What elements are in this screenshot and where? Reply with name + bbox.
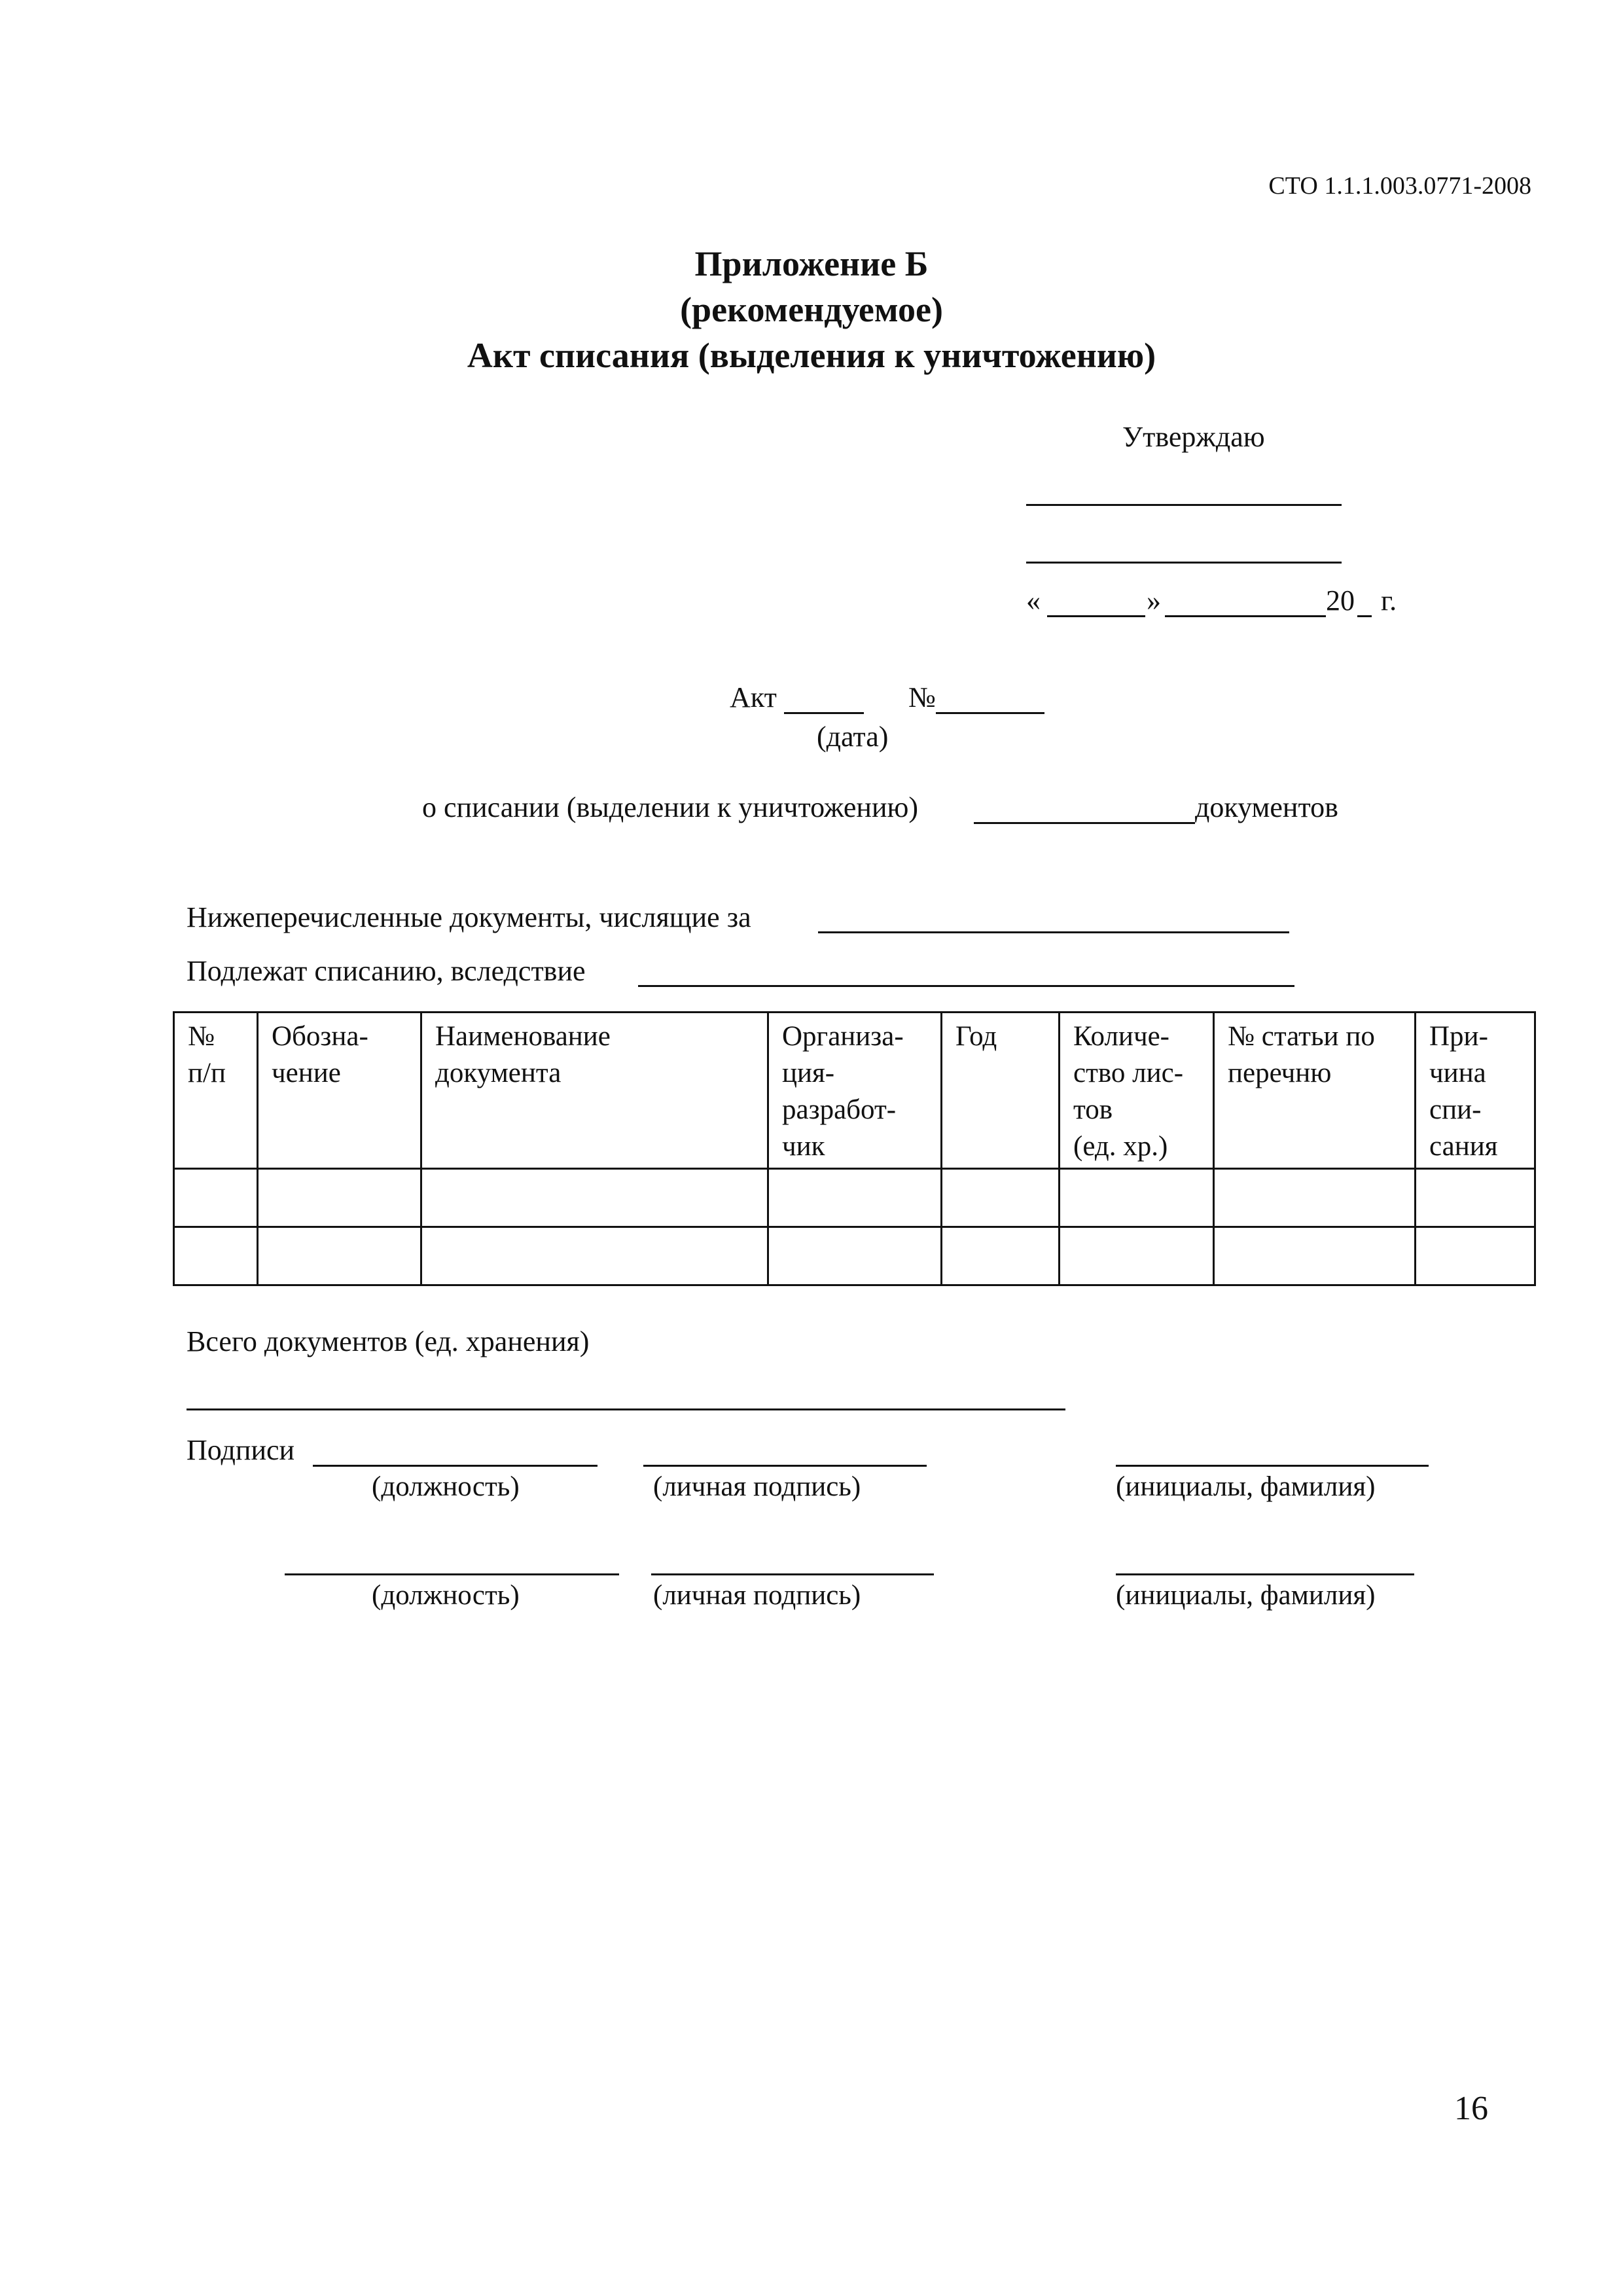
act-date-line[interactable] bbox=[784, 712, 864, 714]
approval-date-open-quote: « bbox=[1026, 584, 1041, 617]
table-cell-col-reason[interactable] bbox=[1416, 1227, 1535, 1285]
appendix-status: (рекомендуемое) bbox=[680, 290, 943, 329]
approval-year-suffix: г. bbox=[1381, 584, 1397, 617]
table-cell-col-reason[interactable] bbox=[1416, 1169, 1535, 1227]
table-header-row bbox=[174, 1013, 1535, 1169]
table-cell-col-number[interactable] bbox=[174, 1227, 258, 1285]
approver-signature-line[interactable] bbox=[1026, 562, 1342, 564]
table-cell-col-article[interactable] bbox=[1214, 1227, 1416, 1285]
write-off-reason-label: Подлежат списанию, вследствие bbox=[187, 955, 586, 987]
page-number: 16 bbox=[1454, 2090, 1488, 2127]
appendix-title: Приложение Б bbox=[694, 244, 929, 283]
signer2-position-line[interactable] bbox=[285, 1573, 619, 1575]
table-header-col-doc-name: Наименование документа bbox=[421, 1013, 768, 1169]
act-subject-suffix: документов bbox=[1195, 791, 1338, 823]
signer1-name-line[interactable] bbox=[1116, 1465, 1429, 1467]
signer1-position-caption: (должность) bbox=[372, 1471, 520, 1502]
signatures-label: Подписи bbox=[187, 1434, 295, 1466]
table-cell-col-doc-name[interactable] bbox=[421, 1169, 768, 1227]
signer1-name-caption: (инициалы, фамилия) bbox=[1116, 1471, 1376, 1502]
act-date-caption: (дата) bbox=[817, 721, 889, 753]
act-number-sign: № bbox=[908, 681, 936, 713]
table-header-col-developer: Организа- ция- разработ- чик bbox=[768, 1013, 942, 1169]
table-cell-col-designation[interactable] bbox=[258, 1227, 421, 1285]
signer1-signature-line[interactable] bbox=[643, 1465, 927, 1467]
table-cell-col-sheet-count[interactable] bbox=[1060, 1169, 1214, 1227]
table-cell-col-developer[interactable] bbox=[768, 1227, 942, 1285]
table-row bbox=[174, 1169, 1535, 1227]
approval-day-line[interactable] bbox=[1047, 615, 1145, 617]
act-number-line[interactable] bbox=[936, 712, 1044, 714]
table-cell-col-article[interactable] bbox=[1214, 1169, 1416, 1227]
approver-position-line[interactable] bbox=[1026, 504, 1342, 506]
write-off-reason-line[interactable] bbox=[638, 985, 1294, 987]
table-cell-col-doc-name[interactable] bbox=[421, 1227, 768, 1285]
table-header-col-designation: Обозна- чение bbox=[258, 1013, 421, 1169]
listed-documents-label: Нижеперечисленные документы, числящие за bbox=[187, 901, 751, 933]
table-header-col-article: № статьи по перечню bbox=[1214, 1013, 1416, 1169]
signer1-position-line[interactable] bbox=[313, 1465, 597, 1467]
table-cell-col-number[interactable] bbox=[174, 1169, 258, 1227]
approval-month-line[interactable] bbox=[1165, 615, 1326, 617]
act-subject-line[interactable] bbox=[974, 822, 1195, 824]
table-row bbox=[174, 1227, 1535, 1285]
table-header-col-number: № п/п bbox=[174, 1013, 258, 1169]
approve-label: Утверждаю bbox=[1122, 421, 1265, 453]
listed-documents-line[interactable] bbox=[818, 931, 1289, 933]
signer2-signature-line[interactable] bbox=[651, 1573, 934, 1575]
signer2-signature-caption: (личная подпись) bbox=[653, 1580, 861, 1611]
table-cell-col-sheet-count[interactable] bbox=[1060, 1227, 1214, 1285]
act-subject-prefix: о списании (выделении к уничтожению) bbox=[422, 791, 919, 823]
approval-year-prefix: 20 bbox=[1326, 584, 1355, 617]
documents-table bbox=[173, 1011, 1536, 1286]
document-code: СТО 1.1.1.003.0771-2008 bbox=[1268, 172, 1531, 200]
signer1-signature-caption: (личная подпись) bbox=[653, 1471, 861, 1502]
signer2-position-caption: (должность) bbox=[372, 1580, 520, 1611]
approval-date-close-quote: » bbox=[1147, 584, 1161, 617]
signer2-name-caption: (инициалы, фамилия) bbox=[1116, 1580, 1376, 1611]
table-cell-col-year[interactable] bbox=[942, 1169, 1060, 1227]
table-cell-col-year[interactable] bbox=[942, 1227, 1060, 1285]
table-header-col-year: Год bbox=[942, 1013, 1060, 1169]
table-cell-col-developer[interactable] bbox=[768, 1169, 942, 1227]
approval-year-line[interactable] bbox=[1357, 615, 1372, 617]
table-header-col-sheet-count: Количе- ство лис- тов (ед. хр.) bbox=[1060, 1013, 1214, 1169]
total-documents-line[interactable] bbox=[187, 1408, 1065, 1410]
table-cell-col-designation[interactable] bbox=[258, 1169, 421, 1227]
table-header-col-reason: При- чина спи- сания bbox=[1416, 1013, 1535, 1169]
act-label: Акт bbox=[730, 681, 777, 713]
signer2-name-line[interactable] bbox=[1116, 1573, 1414, 1575]
total-documents-label: Всего документов (ед. хранения) bbox=[187, 1325, 590, 1357]
act-title: Акт списания (выделения к уничтожению) bbox=[467, 336, 1156, 375]
